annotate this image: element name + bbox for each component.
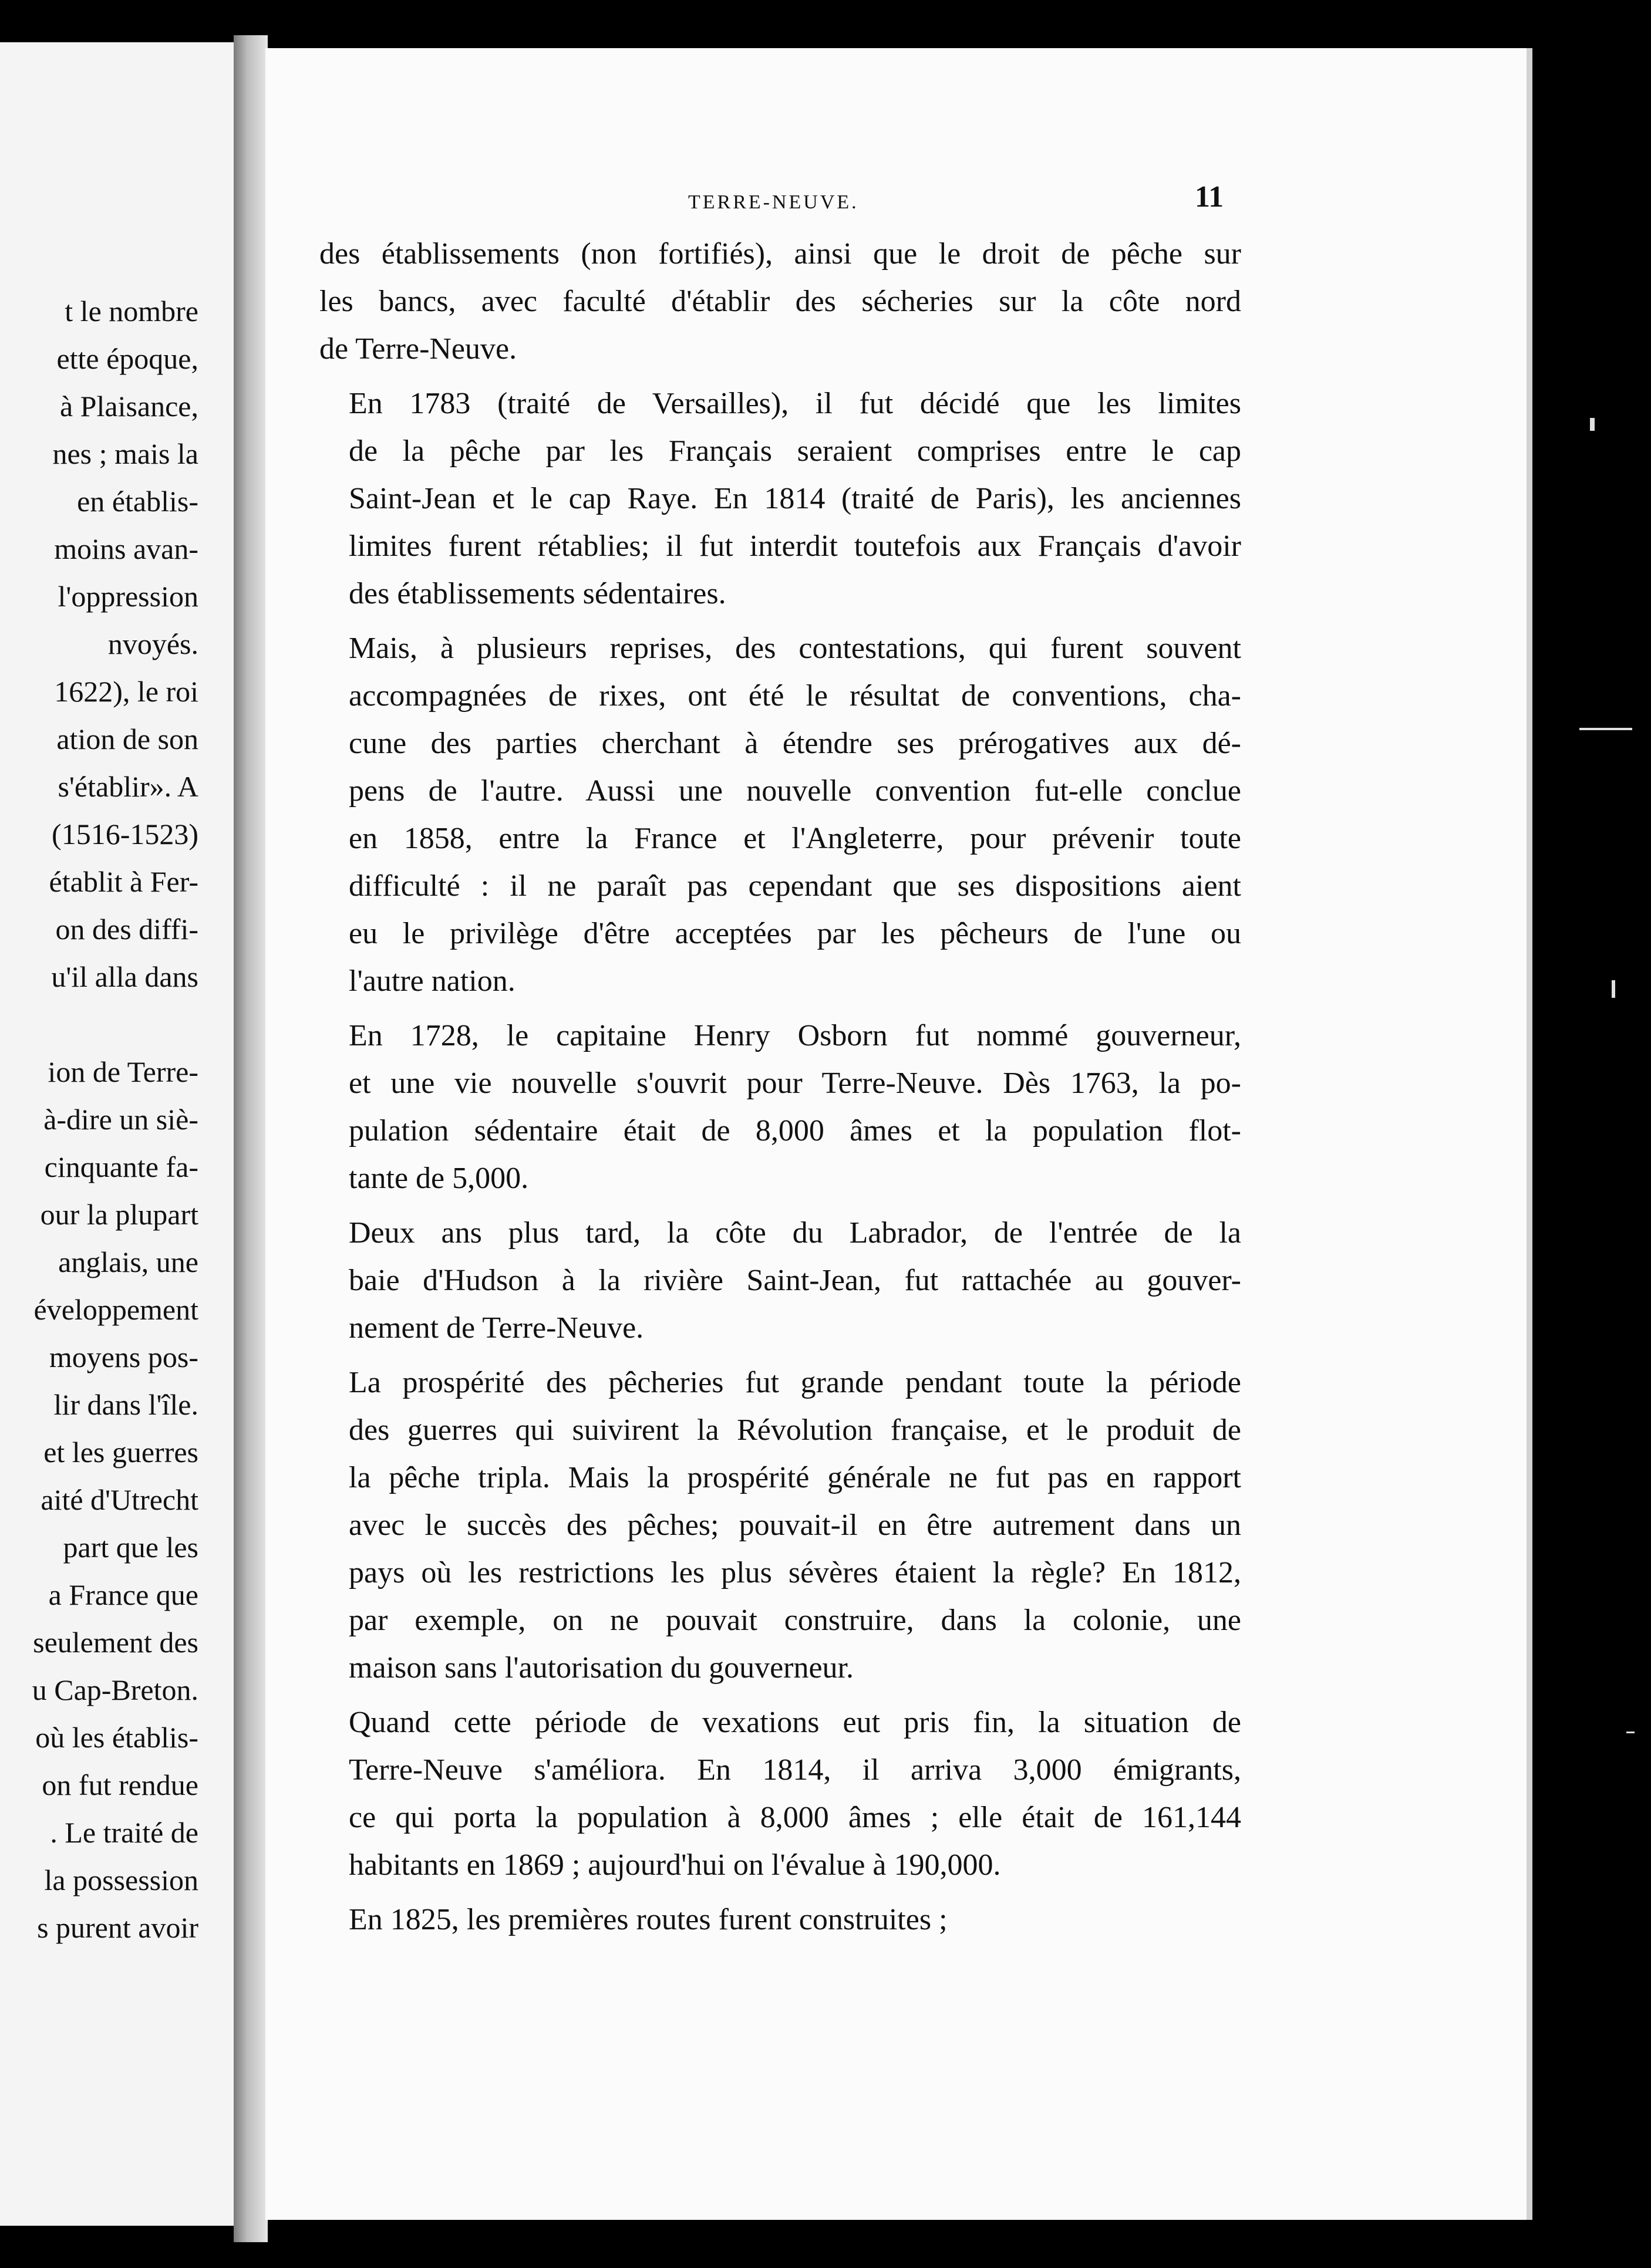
left-line: seulement des <box>33 1626 198 1659</box>
text-line: tante de 5,000. <box>349 1162 529 1195</box>
left-line: moins avan- <box>54 532 198 565</box>
left-page-fragment <box>0 42 237 2226</box>
scan-speck <box>1612 980 1615 998</box>
left-line: à-dire un siè- <box>43 1103 198 1136</box>
text-line: ce qui porta la population à 8,000 âmes ; elle était de 161,144 <box>349 1801 1241 1834</box>
left-line: on fut rendue <box>42 1769 198 1801</box>
text-line: Quand cette période de vexations eut pris fin, la situation de <box>349 1706 1241 1739</box>
text-line: maison sans l'autorisation du gouverneur. <box>349 1651 854 1685</box>
text-line: accompagnées de rixes, ont été le résultat de conventions, cha- <box>349 679 1241 713</box>
text-line: eu le privilège d'être acceptées par les pêcheurs de l'une ou <box>349 917 1241 950</box>
text-line: de la pêche par les Français seraient comprises entre le cap <box>349 434 1241 468</box>
left-line: ette époque, <box>56 342 198 375</box>
running-head: TERRE-NEUVE. <box>688 191 859 213</box>
text-line: La prospérité des pêcheries fut grande pendant toute la période <box>349 1366 1241 1399</box>
page-number: 11 <box>1195 180 1224 214</box>
text-line: en 1858, entre la France et l'Angleterre, pour prévenir toute <box>349 822 1241 855</box>
left-line: ion de Terre- <box>48 1055 198 1088</box>
left-line-blank <box>32 1001 198 1048</box>
text-line: cune des parties cherchant à étendre ses prérogatives aux dé- <box>349 727 1241 760</box>
paragraph <box>319 625 1241 1005</box>
left-page-text <box>32 288 198 1952</box>
left-line: (1516-1523) <box>52 818 198 851</box>
paragraph <box>319 1209 1241 1352</box>
left-line: où les établis- <box>35 1721 198 1754</box>
text-line: des guerres qui suivirent la Révolution française, et le produit de <box>349 1413 1241 1447</box>
text-line: En 1728, le capitaine Henry Osborn fut nommé gouverneur, <box>349 1019 1241 1052</box>
left-line: nvoyés. <box>107 627 198 660</box>
text-line: limites furent rétablies; il fut interdit toutefois aux Français d'avoir <box>349 529 1241 563</box>
text-line: par exemple, on ne pouvait construire, dans la colonie, une <box>349 1604 1241 1637</box>
left-line: part que les <box>63 1531 198 1564</box>
text-line: des établissements sédentaires. <box>349 577 726 610</box>
text-line: de Terre-Neuve. <box>319 332 517 366</box>
text-line: En 1783 (traité de Versailles), il fut décidé que les limites <box>349 387 1241 420</box>
left-line: a France que <box>48 1578 198 1611</box>
left-line: moyens pos- <box>49 1341 198 1373</box>
scan-speck <box>1579 728 1632 730</box>
text-line: Terre-Neuve s'améliora. En 1814, il arriva 3,000 émigrants, <box>349 1753 1241 1787</box>
paragraph <box>319 1896 1241 1943</box>
left-line: u'il alla dans <box>51 960 198 993</box>
left-line: à Plaisance, <box>59 390 198 423</box>
paragraph <box>319 1699 1241 1889</box>
left-line: ation de son <box>56 723 198 755</box>
left-line: on des diffi- <box>55 913 198 946</box>
left-line: u Cap-Breton. <box>32 1673 198 1706</box>
text-line: avec le succès des pêches; pouvait-il en être autrement dans un <box>349 1508 1241 1542</box>
text-line: pulation sédentaire était de 8,000 âmes et la population flot- <box>349 1114 1241 1148</box>
text-line: Mais, à plusieurs reprises, des contestations, qui furent souvent <box>349 632 1241 665</box>
scan-speck <box>1626 1732 1635 1733</box>
left-line: t le nombre <box>65 295 198 328</box>
text-line: Deux ans plus tard, la côte du Labrador, de l'entrée de la <box>349 1216 1241 1250</box>
left-line: anglais, une <box>58 1246 198 1278</box>
text-line: et une vie nouvelle s'ouvrit pour Terre-Neuve. Dès 1763, la po- <box>349 1066 1241 1100</box>
text-line: les bancs, avec faculté d'établir des sécheries sur la côte nord <box>319 285 1241 318</box>
text-line: difficulté : il ne paraît pas cependant que ses dispositions aient <box>349 869 1241 903</box>
left-line: . Le traité de <box>50 1816 198 1849</box>
paragraph <box>319 380 1241 617</box>
paragraph <box>319 230 1241 373</box>
left-line: aité d'Utrecht <box>41 1483 198 1516</box>
text-line: habitants en 1869 ; aujourd'hui on l'évalue à 190,000. <box>349 1848 1001 1882</box>
left-line: s purent avoir <box>37 1911 198 1944</box>
text-line: En 1825, les premières routes furent construites ; <box>349 1903 948 1936</box>
left-line: établit à Fer- <box>49 865 198 898</box>
text-line: des établissements (non fortifiés), ainsi que le droit de pêche sur <box>319 237 1241 271</box>
scan-speck <box>1590 418 1595 431</box>
text-line: pays où les restrictions les plus sévères étaient la règle? En 1812, <box>349 1556 1241 1589</box>
book-gutter <box>234 35 268 2242</box>
paragraph <box>319 1359 1241 1692</box>
paragraph <box>319 1012 1241 1202</box>
text-line: baie d'Hudson à la rivière Saint-Jean, fut rattachée au gouver- <box>349 1264 1241 1297</box>
right-page <box>265 48 1532 2220</box>
left-line: nes ; mais la <box>52 437 198 470</box>
text-line: l'autre nation. <box>349 964 515 998</box>
left-line: en établis- <box>77 485 198 518</box>
left-line: éveloppement <box>33 1293 198 1326</box>
left-line: cinquante fa- <box>44 1150 198 1183</box>
text-line: nement de Terre-Neuve. <box>349 1311 644 1345</box>
text-line: la pêche tripla. Mais la prospérité générale ne fut pas en rapport <box>349 1461 1241 1494</box>
body-text <box>319 230 1241 1950</box>
left-line: l'oppression <box>58 580 198 613</box>
left-line: 1622), le roi <box>54 675 198 708</box>
text-line: pens de l'autre. Aussi une nouvelle convention fut-elle conclue <box>349 774 1241 808</box>
left-line: la possession <box>44 1864 198 1896</box>
left-line: et les guerres <box>43 1436 198 1469</box>
text-line: Saint-Jean et le cap Raye. En 1814 (traité de Paris), les anciennes <box>349 482 1241 515</box>
left-line: our la plupart <box>40 1198 198 1231</box>
left-line: lir dans l'île. <box>53 1388 198 1421</box>
left-line: s'établir». A <box>58 770 198 803</box>
